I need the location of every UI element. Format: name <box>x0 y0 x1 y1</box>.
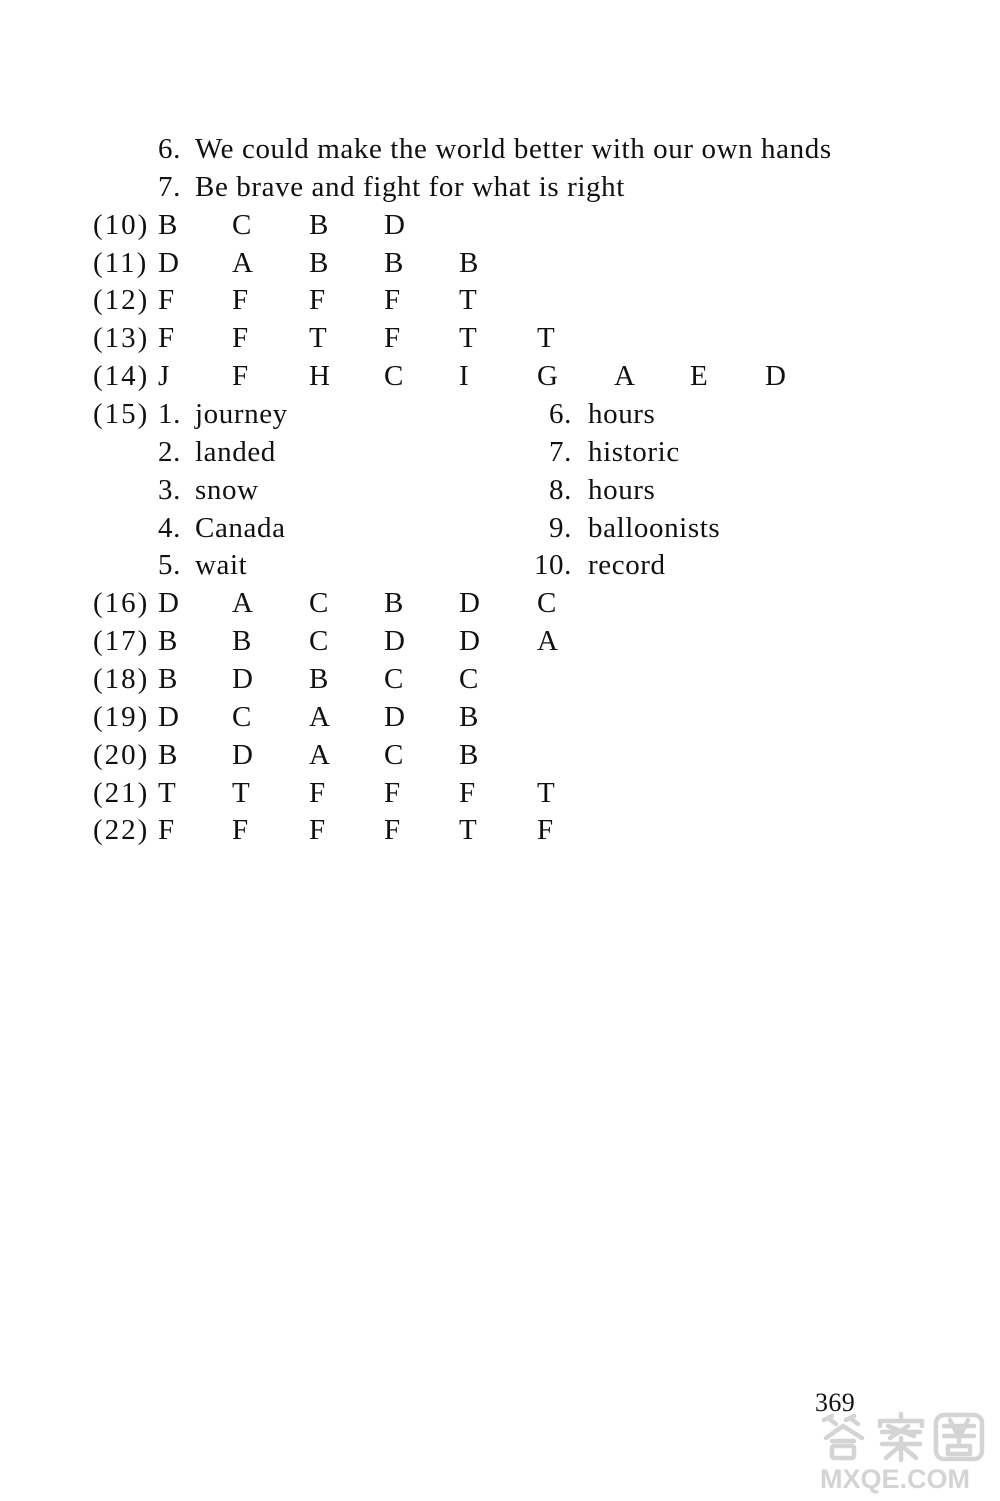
answer-choice: D <box>158 587 180 620</box>
answer-row <box>0 660 1000 698</box>
answer-row <box>0 736 1000 774</box>
answer-choice: T <box>459 814 478 847</box>
answer-choice: C <box>309 625 329 657</box>
answer-choice: F <box>232 814 249 847</box>
answer-choice: E <box>690 360 709 393</box>
answer-choice: F <box>384 814 401 847</box>
sentence-text: Be brave and fight for what is right <box>195 170 625 203</box>
answer-choice: C <box>384 738 404 771</box>
answer-row <box>0 774 1000 812</box>
question-label: (18) <box>93 662 150 695</box>
answer-choice: T <box>158 776 177 809</box>
sentence-line <box>0 168 1000 206</box>
item-number: 4. <box>158 511 181 544</box>
answer-row <box>0 698 1000 736</box>
answer-choice: B <box>309 662 329 695</box>
answer-choice: F <box>158 284 175 317</box>
fill-in-row <box>0 433 1000 471</box>
answer-word: historic <box>588 435 680 468</box>
fill-in-row <box>0 509 1000 547</box>
answer-choice: B <box>158 738 178 771</box>
answer-choice: C <box>309 587 329 620</box>
question-label: (10) <box>93 208 150 241</box>
answer-choice: B <box>158 662 178 695</box>
answer-choice: C <box>384 360 404 393</box>
answer-choice: D <box>459 625 481 657</box>
answer-choice: F <box>232 284 249 317</box>
answer-choice: A <box>614 360 636 393</box>
answer-row <box>0 357 1000 395</box>
item-number: 3. <box>158 473 181 506</box>
question-label: (14) <box>93 360 150 393</box>
answer-choice: D <box>459 587 481 620</box>
answer-word: landed <box>195 435 276 468</box>
answer-row <box>0 319 1000 357</box>
question-label: (22) <box>93 814 150 847</box>
answer-choice: D <box>765 360 787 393</box>
answer-word: hours <box>588 397 656 430</box>
answer-choice: D <box>232 662 254 695</box>
answer-choice: B <box>158 208 178 241</box>
sentence-line <box>0 130 1000 168</box>
item-number: 7. <box>549 435 572 468</box>
answer-choice: D <box>158 246 180 279</box>
answer-choice: D <box>384 625 406 657</box>
item-number: 10. <box>533 549 572 582</box>
answer-choice: C <box>537 587 557 620</box>
answer-word: balloonists <box>588 511 721 544</box>
item-number: 6. <box>158 133 181 165</box>
answer-choice: F <box>309 776 326 809</box>
answer-word: Canada <box>195 511 286 544</box>
answer-choice: A <box>309 738 331 771</box>
answer-row <box>0 281 1000 319</box>
watermark-site-text: MXQE.COM <box>820 1464 971 1494</box>
watermark <box>816 1410 992 1498</box>
answer-choice: J <box>158 360 170 393</box>
answer-word: hours <box>588 473 656 506</box>
item-number: 7. <box>158 170 181 203</box>
question-label: (11) <box>93 246 149 279</box>
answer-word: wait <box>195 549 248 582</box>
page-number: 369 <box>815 1388 856 1417</box>
answer-choice: A <box>232 246 254 279</box>
item-number: 5. <box>158 549 181 582</box>
answer-choice: C <box>384 662 404 695</box>
answer-choice: F <box>309 284 326 317</box>
question-label: (17) <box>93 625 150 657</box>
item-number: 1. <box>158 397 181 430</box>
answer-choice: D <box>384 208 406 241</box>
answer-choice: D <box>232 738 254 771</box>
answer-choice: T <box>459 322 478 355</box>
item-number: 6. <box>549 397 572 430</box>
item-number: 8. <box>549 473 572 506</box>
answer-choice: G <box>537 360 559 393</box>
item-number: 9. <box>549 511 572 544</box>
answer-choice: C <box>459 662 479 695</box>
answer-row <box>0 244 1000 282</box>
answer-row <box>0 811 1000 849</box>
answer-choice: T <box>537 322 556 355</box>
question-label: (16) <box>93 587 150 620</box>
answer-choice: B <box>459 738 479 771</box>
answer-choice: A <box>232 587 254 620</box>
answer-word: record <box>588 549 666 582</box>
question-label: (21) <box>93 776 150 809</box>
answer-choice: F <box>384 322 401 355</box>
answer-row <box>0 622 1000 660</box>
answer-choice: B <box>309 208 329 241</box>
answer-choice: A <box>537 625 559 657</box>
answer-choice: D <box>384 700 406 733</box>
answer-choice: T <box>309 322 328 355</box>
question-label: (13) <box>93 322 150 355</box>
watermark-logo-icon <box>818 1412 988 1462</box>
answer-choice: H <box>309 360 331 393</box>
fill-in-row <box>0 471 1000 509</box>
answer-choice: B <box>459 246 479 279</box>
answer-choice: T <box>232 776 251 809</box>
answer-choice: B <box>384 246 404 279</box>
sentence-text: We could make the world better with our own hands <box>195 133 832 165</box>
question-label: (20) <box>93 738 150 771</box>
answer-word: journey <box>195 397 288 430</box>
answer-row <box>0 206 1000 244</box>
fill-in-row <box>0 395 1000 433</box>
answer-choice: B <box>158 625 178 657</box>
question-label: (15) <box>93 397 150 430</box>
answer-choice: B <box>459 700 479 733</box>
answer-choice: T <box>459 284 478 317</box>
answer-choice: F <box>537 814 554 847</box>
item-number: 2. <box>158 435 181 468</box>
answer-choice: D <box>158 700 180 733</box>
answer-choice: F <box>384 284 401 317</box>
answer-choice: B <box>232 625 252 657</box>
answer-choice: F <box>158 814 175 847</box>
answer-choice: B <box>384 587 404 620</box>
answer-choice: F <box>232 322 249 355</box>
answer-choice: B <box>309 246 329 279</box>
answer-choice: A <box>309 700 331 733</box>
answer-word: snow <box>195 473 259 506</box>
question-label: (19) <box>93 700 150 733</box>
answer-choice: F <box>309 814 326 847</box>
answer-choice: C <box>232 208 252 241</box>
answer-choice: F <box>158 322 175 355</box>
fill-in-row <box>0 546 1000 584</box>
question-label: (12) <box>93 284 150 317</box>
answer-choice: F <box>232 360 249 393</box>
answer-choice: C <box>232 700 252 733</box>
answer-choice: T <box>537 776 556 809</box>
answer-choice: I <box>459 360 470 393</box>
answer-row <box>0 584 1000 622</box>
answer-choice: F <box>384 776 401 809</box>
answer-choice: F <box>459 776 476 809</box>
